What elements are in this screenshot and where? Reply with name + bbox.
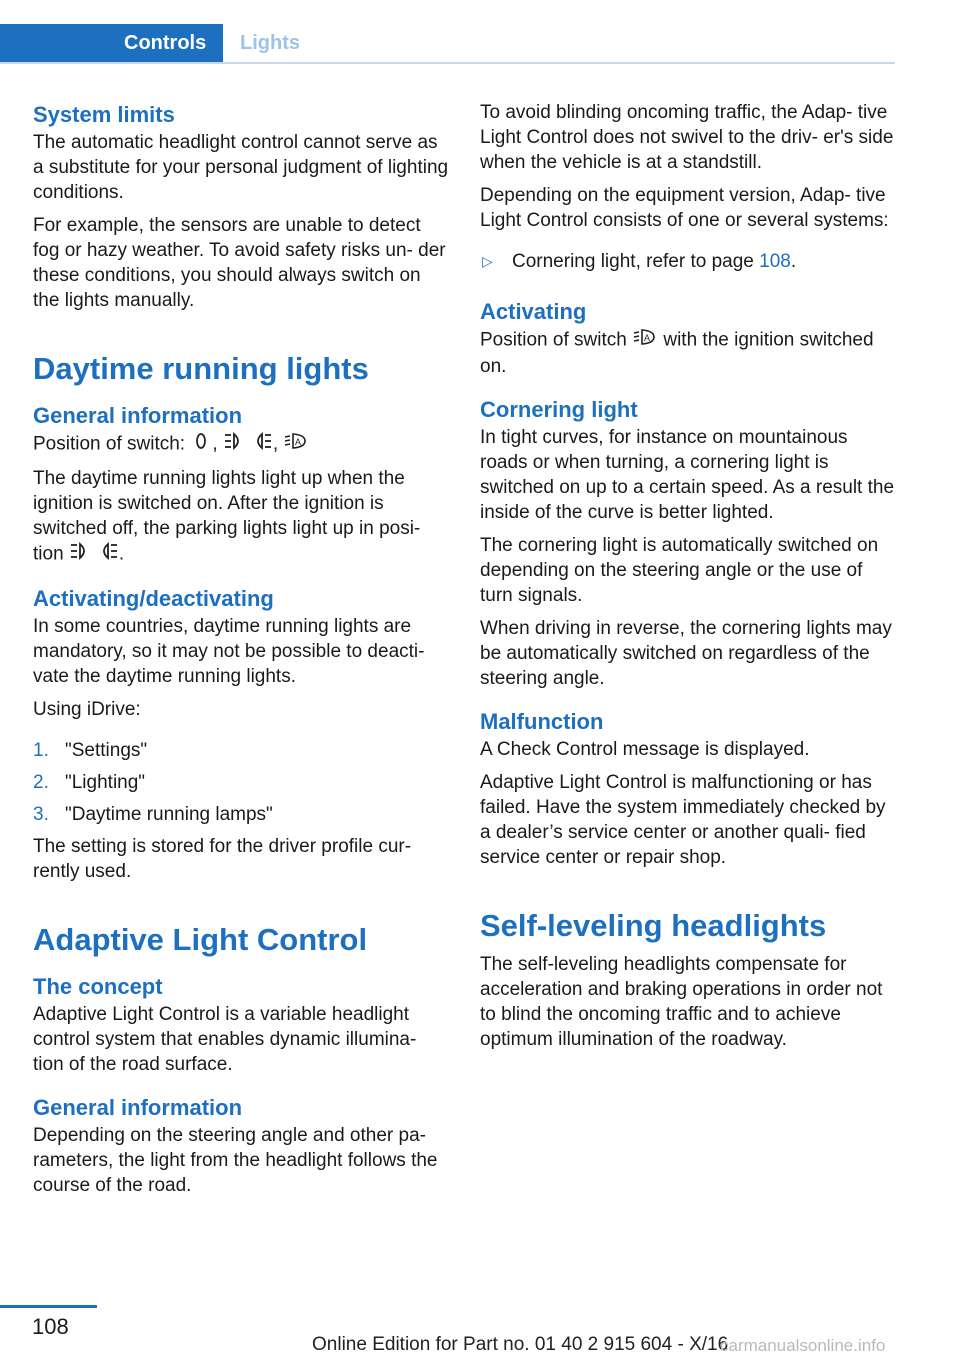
paragraph: Depending on the steering angle and other pa- rameters, the light from the headlight follows the course of the road. <box>33 1125 438 1196</box>
heading-self-leveling-headlights: Self-leveling headlights <box>480 908 827 943</box>
switch-off-icon <box>190 431 212 458</box>
paragraph: When driving in reverse, the cornering lights may be automatically switched on regardless of the steering angle. <box>480 618 892 689</box>
right-column <box>480 100 898 1052</box>
paragraph: Depending on the equipment version, Adap- tive Light Control consists of one or several systems: <box>480 185 889 231</box>
bullet-triangle-icon: ▷ <box>482 253 493 269</box>
heading-cornering-light: Cornering light <box>480 397 638 422</box>
list-text: "Settings" <box>65 740 148 761</box>
list-number: 3. <box>33 804 49 825</box>
list-item <box>33 802 451 827</box>
systems-list <box>480 249 898 274</box>
heading-activating: Activating <box>480 299 587 324</box>
watermark: carmanualsonline.info <box>720 1336 886 1355</box>
auto-headlight-icon <box>283 431 309 458</box>
heading-system-limits: System limits <box>33 102 175 127</box>
heading-adaptive-light-control: Adaptive Light Control <box>33 922 368 957</box>
list-item <box>33 770 451 795</box>
svg-text:A: A <box>644 333 651 343</box>
idrive-steps-list <box>33 738 451 827</box>
paragraph: A Check Control message is displayed. <box>480 739 810 760</box>
parking-lights-icon <box>223 431 273 458</box>
paragraph: The automatic headlight control cannot serve as a substitute for your personal judgment of lighting conditions. <box>33 132 449 203</box>
heading-general-information-2: General information <box>33 1095 243 1120</box>
page-number: 108 <box>32 1314 69 1339</box>
paragraph: In tight curves, for instance on mountainous roads or when turning, a cornering light is switched on up to a certain speed. As a result the inside of the curve is better lighted. <box>480 427 895 523</box>
heading-daytime-running-lights: Daytime running lights <box>33 351 369 386</box>
paragraph: Using iDrive: <box>33 699 141 720</box>
paragraph <box>33 466 451 568</box>
paragraph: In some countries, daytime running lights are mandatory, so it may not be possible to deacti- vate the daytime running lights. <box>33 616 425 687</box>
list-text: Cornering light, refer to page <box>512 251 754 272</box>
paragraph: To avoid blinding oncoming traffic, the Adap- tive Light Control does not swivel to the driv- er's side when the vehicle is at a standstill. <box>480 102 894 173</box>
paragraph: The cornering light is automatically switched on depending on the steering angle or the use of turn signals. <box>480 535 879 606</box>
edition-text: Online Edition for Part no. 01 40 2 915 604 - X/16 <box>312 1334 729 1355</box>
activating-pre: Position of switch <box>480 329 627 351</box>
paragraph: The setting is stored for the driver profile cur- rently used. <box>33 836 412 882</box>
page-link[interactable]: 108 <box>759 251 791 272</box>
svg-text:A: A <box>295 437 302 447</box>
position-label: Position of switch: <box>33 433 186 455</box>
parking-lights-icon <box>69 541 119 568</box>
list-text: "Daytime running lamps" <box>65 804 273 825</box>
drl-text: The daytime running lights light up when the ignition is switched on. After the ignition is switched off, the parking lights light up in posi- tion <box>33 468 421 565</box>
activating-post: with the ignition switched on. <box>480 329 874 377</box>
comma: , <box>212 433 218 455</box>
paragraph <box>480 327 898 379</box>
page-header <box>0 24 895 64</box>
list-item <box>33 738 451 763</box>
list-item <box>480 249 898 274</box>
left-column <box>33 100 451 1198</box>
tab-controls[interactable]: Controls <box>0 24 223 62</box>
footer-accent-line <box>0 1305 97 1308</box>
switch-positions-line <box>33 431 451 458</box>
heading-malfunction: Malfunction <box>480 709 604 734</box>
tab-lights[interactable]: Lights <box>240 32 300 54</box>
period: . <box>790 251 797 272</box>
paragraph: Adaptive Light Control is a variable headlight control system that enables dynamic illumina- tion of the road surface. <box>33 1004 417 1075</box>
paragraph: The self-leveling headlights compensate for acceleration and braking operations in order not to blind the oncoming traffic and to achieve optimum illumination of the roadway. <box>480 954 883 1050</box>
paragraph: For example, the sensors are unable to detect fog or hazy weather. To avoid safety risks un- der these conditions, you should always switch on the lights manually. <box>33 215 446 311</box>
list-number: 2. <box>33 772 49 793</box>
list-text: "Lighting" <box>65 772 146 793</box>
auto-headlight-icon <box>632 327 658 354</box>
period: . <box>118 543 125 565</box>
heading-activating-deactivating: Activating/deactivating <box>33 586 274 611</box>
heading-general-information: General information <box>33 403 243 428</box>
comma: , <box>272 433 279 455</box>
heading-the-concept: The concept <box>33 974 163 999</box>
paragraph: Adaptive Light Control is malfunctioning or has failed. Have the system immediately checked by a dealer’s service center or another quali- fied service center or repair shop. <box>480 772 886 868</box>
list-number: 1. <box>33 740 49 761</box>
